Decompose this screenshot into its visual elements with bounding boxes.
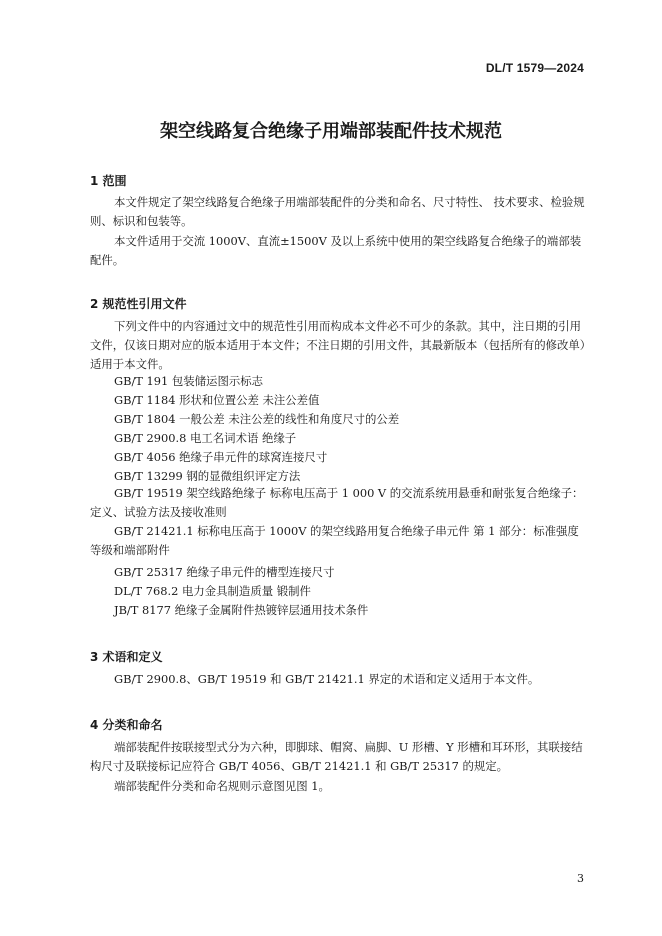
section-heading-normative-references: 2 规范性引用文件 [90,297,187,311]
reference-item: GB/T 25317 绝缘子串元件的槽型连接尺寸 [114,565,335,579]
reference-item: GB/T 191 包装储运图示标志 [114,374,264,388]
references-intro: 下列文件中的内容通过文中的规范性引用而构成本文件必不可少的条款。其中，注日期的引用文件，仅该日期对应的版本适用于本文件；不注日期的引用文件，其最新版本（包括所有的修改单）适用于本文件。 [90,319,586,372]
page-number: 3 [577,872,584,885]
section-heading-scope: 1 范围 [90,174,127,188]
terms-paragraph: GB/T 2900.8、GB/T 19519 和 GB/T 21421.1 界定的术语和定义适用于本文件。 [114,672,540,686]
reference-item: GB/T 1804 一般公差 未注公差的线性和角度尺寸的公差 [114,412,400,426]
document-title: 架空线路复合绝缘子用端部装配件技术规范 [160,121,502,142]
reference-item: GB/T 1184 形状和位置公差 未注公差值 [114,393,320,407]
classification-paragraph-1: 端部装配件按联接型式分为六种，即脚球、帽窝、扁脚、U 形槽、Y 形槽和耳环形，其联接结构尺寸及联接标记应符合 GB/T 4056、GB/T 21421.1 和 GB/T 25317 的规定。 [90,740,583,774]
reference-item: DL/T 768.2 电力金具制造质量 锻制件 [114,584,311,598]
reference-item: JB/T 8177 绝缘子金属附件热镀锌层通用技术条件 [114,603,369,617]
reference-item: GB/T 13299 钢的显微组织评定方法 [114,469,301,483]
classification-paragraph-2: 端部装配件分类和命名规则示意图见图 1。 [114,779,330,793]
reference-item: GB/T 2900.8 电工名词术语 绝缘子 [114,431,297,445]
section-heading-terms-definitions: 3 术语和定义 [90,650,163,664]
scope-paragraph-1: 本文件规定了架空线路复合绝缘子用端部装配件的分类和命名、尺寸特性、 技术要求、检验规则、标识和包装等。 [90,195,585,229]
reference-item: GB/T 4056 绝缘子串元件的球窝连接尺寸 [114,450,328,464]
reference-item: GB/T 19519 架空线路绝缘子 标称电压高于 1 000 V 的交流系统用悬垂和耐张复合绝缘子：定义、试验方法及接收准则 [90,486,584,520]
section-heading-classification: 4 分类和命名 [90,718,163,732]
reference-item: GB/T 21421.1 标称电压高于 1000V 的架空线路用复合绝缘子串元件 第 1 部分：标准强度等级和端部附件 [90,524,579,558]
standard-code: DL/T 1579—2024 [485,61,584,75]
scope-paragraph-2: 本文件适用于交流 1000V、直流±1500V 及以上系统中使用的架空线路复合绝缘子的端部装配件。 [90,234,582,268]
